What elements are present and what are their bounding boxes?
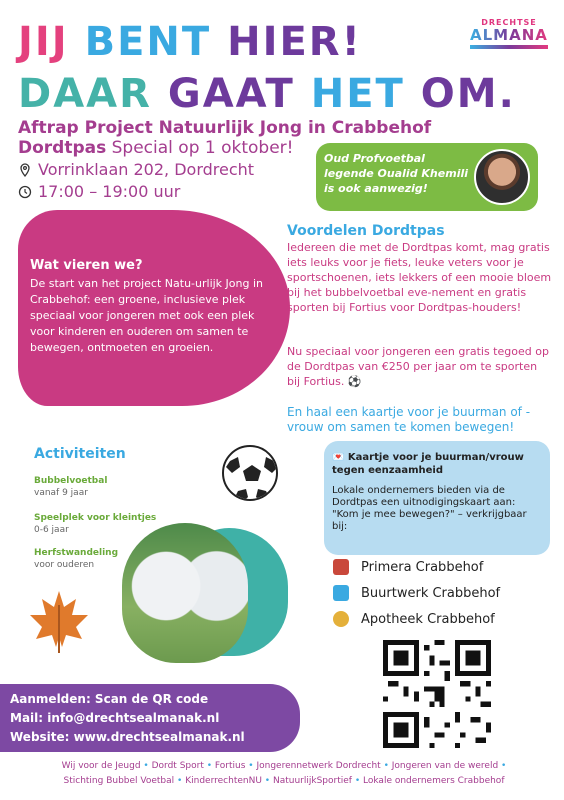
clock-icon (18, 185, 32, 199)
headline-word: BENT (84, 19, 212, 65)
activity-item (34, 475, 107, 499)
kaartje-title: 💌 Kaartje voor je buurman/vrouw tegen eenzaamheid (332, 452, 524, 476)
partner-name: Apotheek Crabbehof (361, 611, 495, 627)
aanmelden-text: Aanmelden: Scan de QR code (10, 692, 209, 706)
wat-heading: Wat vieren we? (30, 258, 143, 273)
partner-item (333, 559, 483, 575)
location-pin-icon (18, 163, 32, 177)
guest-callout-text: Oud Profvoetbal legende Oualid Khemili is ook aanwezig! (324, 152, 468, 195)
activity-sub: 0-6 jaar (34, 525, 69, 535)
special-bold: Dordtpas (18, 138, 107, 158)
headline-word: HET (310, 71, 405, 117)
autumn-leaf-icon (24, 585, 94, 655)
footer-partner: Jongeren van de wereld (391, 761, 499, 771)
footer-partner: Jongerennetwerk Dordrecht (256, 761, 381, 771)
time-text: 17:00 – 19:00 uur (38, 182, 181, 201)
qr-code[interactable] (383, 640, 491, 748)
headline-word: DAAR (18, 71, 152, 117)
partner-name: Primera Crabbehof (361, 559, 484, 575)
activiteiten-heading: Activiteiten (34, 446, 126, 462)
activity-sub: voor ouderen (34, 560, 95, 570)
time-row (18, 182, 180, 201)
contact-box (0, 684, 300, 752)
partners-footer-line-1: Wij voor de Jeugd • Dordt Sport • Fortius • Jongerennetwerk Dordrecht • Jongeren van de wereld • (61, 761, 507, 771)
activity-title: Speelplek voor kleintjes (34, 513, 157, 523)
partners-footer-line-2: Stichting Bubbel Voetbal • KinderrechtenNU • NatuurlijkSportief • Lokale ondernemers Crabbehof (63, 776, 505, 786)
activity-title: Herfstwandeling (34, 548, 119, 558)
partner-item (333, 585, 500, 601)
footer-partner: Fortius (214, 761, 246, 771)
guest-avatar (474, 149, 530, 205)
guest-callout (316, 143, 538, 211)
headline-word: OM. (420, 71, 516, 117)
website-link[interactable]: Website: www.drechtsealmanak.nl (10, 730, 245, 744)
footer-partner: KinderrechtenNU (185, 776, 262, 786)
headline-word: JIJ (18, 19, 69, 65)
kaartje-card (324, 441, 550, 555)
dordtpas-special (18, 138, 293, 158)
activity-title: Bubbelvoetbal (34, 476, 108, 486)
kaartje-body: Lokale ondernemers bieden via de Dordtpas een uitnodigingskaart aan: "Kom je mee bewegen?" – verkrijgbaar bij: (332, 485, 527, 532)
building-icon (333, 585, 349, 601)
soccer-ball-icon (222, 445, 278, 501)
logo-main-text: ALMANAK (470, 26, 561, 44)
partner-item (333, 611, 495, 627)
wat-vieren-we-section (18, 210, 290, 406)
event-subtitle: Aftrap Project Natuurlijk Jong in Crabbehof (18, 118, 432, 138)
activity-item (34, 547, 118, 571)
headline-line-2 (18, 72, 516, 116)
headline-line-1 (18, 20, 362, 64)
bubble-football-photo (122, 523, 248, 663)
logo-bar (470, 45, 548, 49)
voordelen-paragraph-3: En haal een kaartje voor je buurman of -vrouw om samen te komen bewegen! (287, 405, 531, 434)
drechtse-almanak-logo (470, 18, 561, 49)
partner-name: Buurtwerk Crabbehof (361, 585, 501, 601)
headline-word: HIER! (227, 19, 362, 65)
footer-partner: NatuurlijkSportief (272, 776, 352, 786)
address-text: Vorrinklaan 202, Dordrecht (38, 160, 255, 179)
address-row (18, 160, 254, 179)
voordelen-paragraph-2: Nu speciaal voor jongeren een gratis tegoed op de Dordtpas van €250 per jaar om te sporten bij Fortius. ⚽ (287, 345, 549, 388)
footer-partner: Dordt Sport (151, 761, 204, 771)
footer-partner: Wij voor de Jeugd (61, 761, 141, 771)
pill-icon (333, 611, 349, 627)
special-rest: Special op 1 oktober! (106, 138, 294, 158)
mail-link[interactable]: Mail: info@drechtsealmanak.nl (10, 711, 220, 725)
headline-word: GAAT (167, 71, 295, 117)
books-icon (333, 559, 349, 575)
activity-item (34, 512, 156, 536)
voordelen-paragraph-1: Iedereen die met de Dordtpas komt, mag gratis iets leuks voor je fiets, leuke veters voor je sportschoenen, iets lekkers of een mooie bloem bij het bubbelvoetbal eve-nement en gratis sporten bij Fortius voor Dordtpas-houders! (287, 241, 552, 314)
voordelen-heading: Voordelen Dordtpas (287, 223, 445, 239)
footer-partner: Lokale ondernemers Crabbehof (363, 776, 505, 786)
logo-top-text: DRECHTSE (481, 18, 537, 27)
activity-sub: vanaf 9 jaar (34, 488, 88, 498)
footer-partner: Stichting Bubbel Voetbal (63, 776, 175, 786)
wat-body: De start van het project Natu-urlijk Jong in Crabbehof: een groene, inclusieve plek speciaal voor jongeren met ook een plek voor kinderen en ouderen om samen te bewegen, ontmoeten en groeien. (30, 277, 263, 354)
